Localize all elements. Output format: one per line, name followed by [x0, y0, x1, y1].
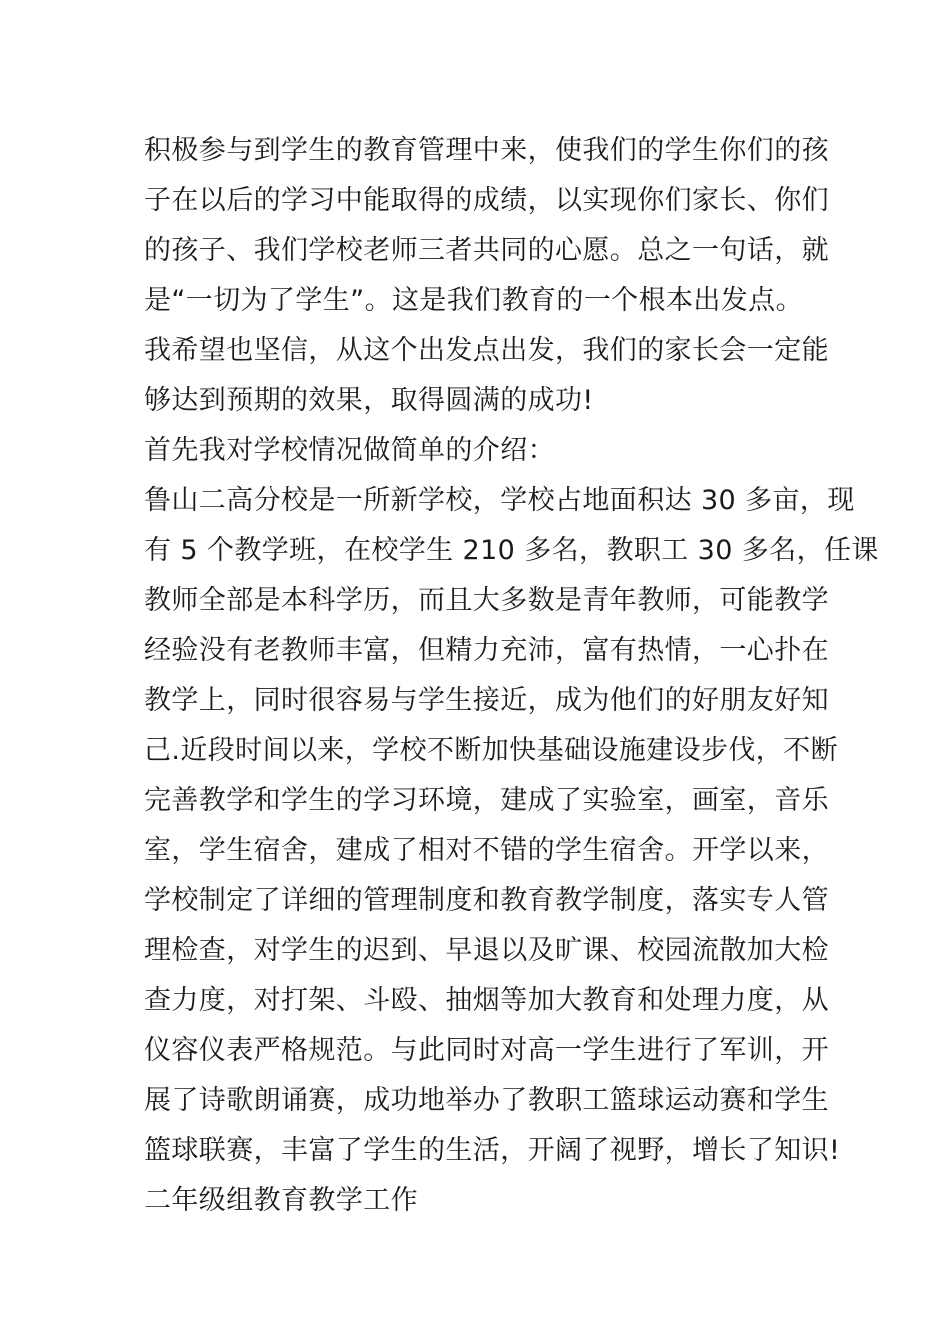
- text-line: 完善教学和学生的学习环境，建成了实验室，画室，音乐: [144, 785, 829, 816]
- text-line: 鲁山二高分校是一所新学校，学校占地面积达 30 多亩，现: [144, 485, 855, 516]
- text-line: 积极参与到学生的教育管理中来，使我们的学生你们的孩: [144, 135, 829, 166]
- text-line: 仪容仪表严格规范。与此同时对高一学生进行了军训，开: [144, 1035, 829, 1066]
- text-line: 学校制定了详细的管理制度和教育教学制度，落实专人管: [144, 885, 829, 916]
- text-line: 展了诗歌朗诵赛，成功地举办了教职工篮球运动赛和学生: [144, 1085, 829, 1116]
- text-line: 篮球联赛，丰富了学生的生活，开阔了视野，增长了知识!: [144, 1135, 841, 1166]
- text-line: 经验没有老教师丰富，但精力充沛，富有热情，一心扑在: [144, 635, 829, 666]
- text-line: 够达到预期的效果，取得圆满的成功!: [144, 385, 594, 416]
- text-line: 教师全部是本科学历，而且大多数是青年教师，可能教学: [144, 585, 829, 616]
- section-heading-line: 二年级组教育教学工作: [144, 1185, 418, 1216]
- section-heading-line: 首先我对学校情况做简单的介绍：: [144, 435, 555, 466]
- text-line: 有 5 个教学班，在校学生 210 多名，教职工 30 多名，任课: [144, 535, 879, 566]
- text-line: 理检查，对学生的迟到、早退以及旷课、校园流散加大检: [144, 935, 829, 966]
- body-text: [144, 126, 879, 1226]
- text-line: 室，学生宿舍，建成了相对不错的学生宿舍。开学以来，: [144, 835, 829, 866]
- text-line: 子在以后的学习中能取得的成绩，以实现你们家长、你们: [144, 185, 829, 216]
- text-line: 是“一切为了学生”。这是我们教育的一个根本出发点。: [144, 285, 803, 316]
- text-line: 己.近段时间以来，学校不断加快基础设施建设步伐，不断: [144, 735, 838, 766]
- text-line: 查力度，对打架、斗殴、抽烟等加大教育和处理力度，从: [144, 985, 829, 1016]
- text-line: 我希望也坚信，从这个出发点出发，我们的家长会一定能: [144, 335, 829, 366]
- text-line: 的孩子、我们学校老师三者共同的心愿。总之一句话，就: [144, 235, 829, 266]
- text-line: 教学上，同时很容易与学生接近，成为他们的好朋友好知: [144, 685, 829, 716]
